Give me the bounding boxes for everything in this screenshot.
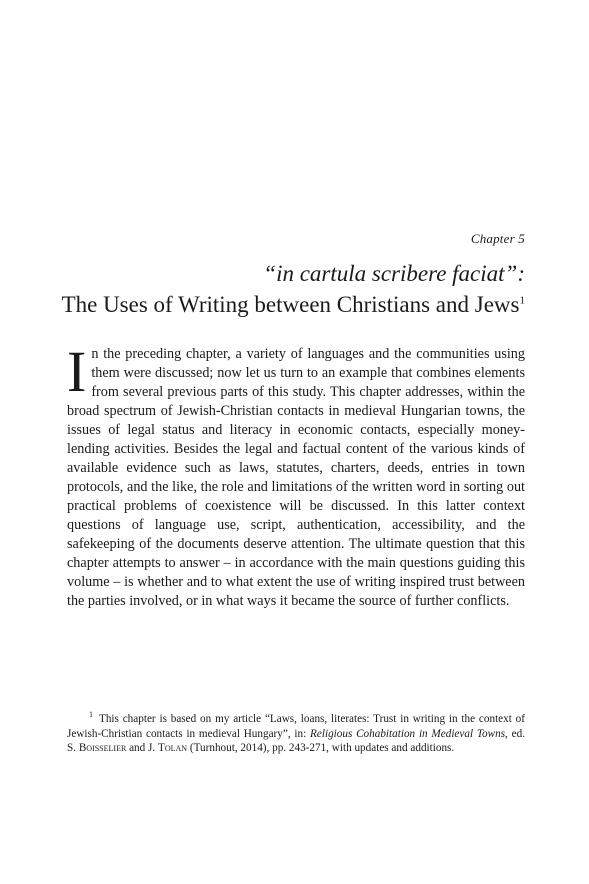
footnote-reference[interactable]: 1: [519, 294, 525, 307]
footnote-text-1: This chapter is based on my article “Laws, loans, literates: Trust in writing in the context of Jewish-Christian contacts in medieval Hungary”, in:: [67, 713, 525, 740]
footnote-number: 1: [89, 710, 93, 720]
chapter-title-line-1: [60, 258, 525, 289]
chapter-label: Chapter 5: [470, 231, 525, 246]
body-paragraph-text: n the preceding chapter, a variety of languages and the communities using them were discussed; now let us turn to an example that combines elements from several previous parts of this study. This chapter addresses, within the broad spectrum of Jewish-Christian contacts in medieval Hungarian towns, the issues of legal status and literacy in economic contacts, especially money-lending activities. Besides the legal and factual content of the various kinds of available evidence such as laws, statutes, charters, deeds, entries in town protocols, and the like, the role and limitations of the written word in sorting out practical problems of coexistence will be discussed. In this latter context questions of language use, script, authentication, accessibility, and the safekeeping of the documents deserve attention. The ultimate question that this chapter attempts to answer – in accordance with the main questions guiding this volume – is whether and to what extent the use of writing inspired trust between the parties involved, or in what ways it became the source of further conflicts.: [67, 346, 525, 609]
body-paragraph: [67, 339, 525, 611]
chapter-title: [60, 258, 525, 320]
footnote-text-4: (Turnhout, 2014), pp. 243-271, with updates and additions.: [187, 742, 455, 754]
footnote-text-2: , ed. S.: [67, 727, 525, 754]
chapter-title-line-2: [60, 289, 525, 320]
footnote-text-3: and J.: [126, 742, 158, 754]
footnote-editor-1: Boisselier: [78, 742, 127, 754]
footnote: [67, 712, 525, 756]
chapter-subtitle: The Uses of Writing between Christians and Jews: [61, 292, 520, 317]
drop-cap: I: [67, 339, 87, 404]
footnote-book-title: Religious Cohabitation in Medieval Towns: [310, 727, 506, 740]
latin-title: “in cartula scribere faciat”:: [263, 261, 525, 286]
footnote-editor-2: Tolan: [158, 742, 188, 754]
